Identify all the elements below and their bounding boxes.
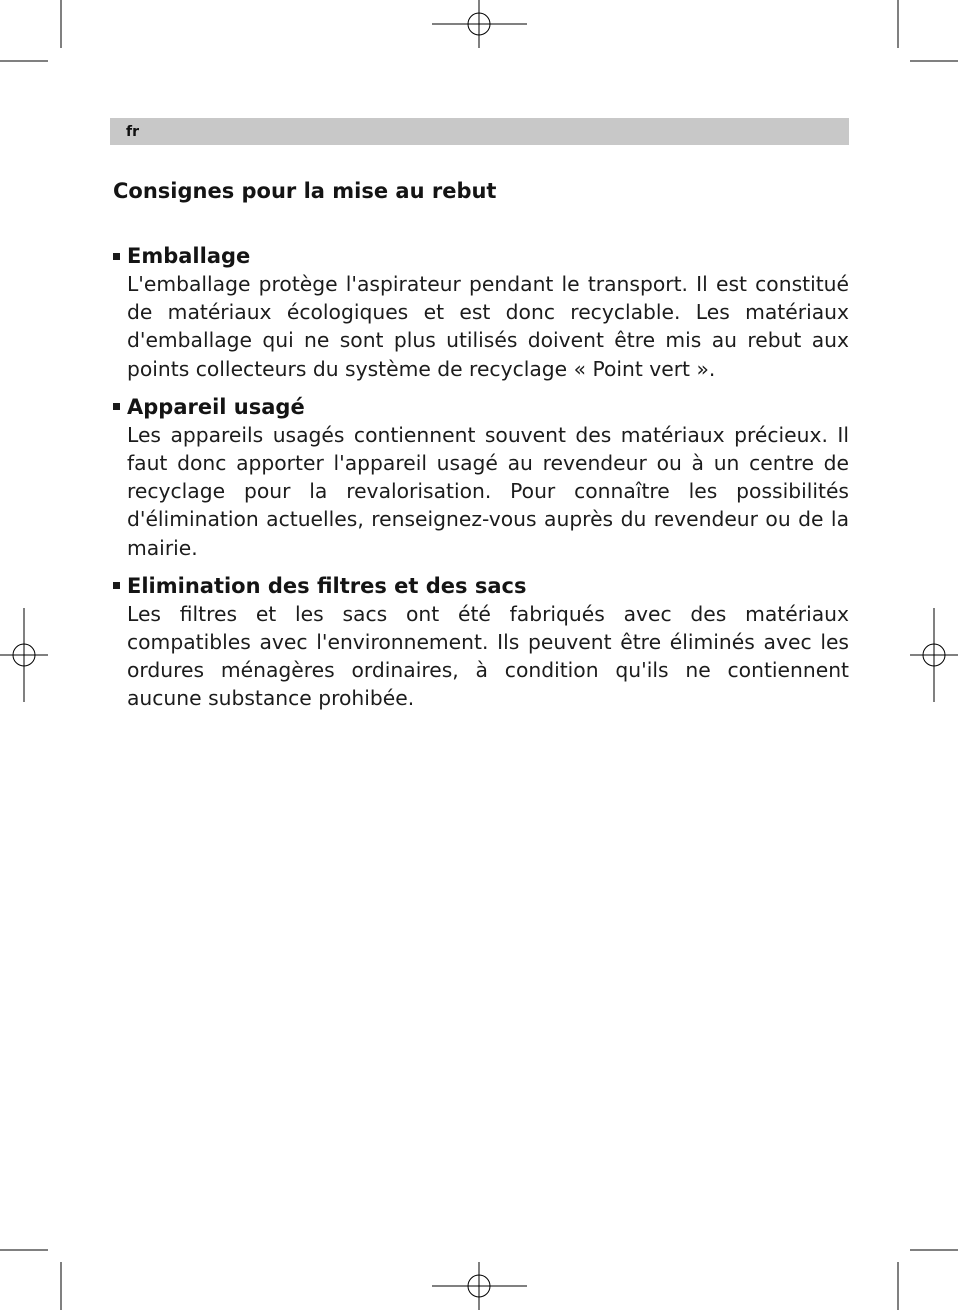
section-heading-text: Emballage (127, 244, 251, 268)
page-title: Consignes pour la mise au rebut (113, 179, 497, 203)
section-heading (113, 393, 849, 421)
bullet-square-icon (113, 403, 120, 410)
language-code: fr (126, 124, 139, 140)
section-body: Les filtres et les sacs ont été fabriqués avec des matériaux compatibles avec l'environnement. Ils peuvent être éliminés avec les ordures ménagères ordinaires, à condition qu'ils ne contiennent aucune substance prohibée. (127, 601, 849, 711)
bullet-square-icon (113, 582, 120, 589)
section-body: Les appareils usagés contiennent souvent des matériaux précieux. Il faut donc apporter l'appareil usagé au revendeur ou à un centre de recyclage pour la revalorisation. Pour connaître les possibilités d'élimination actuelles, renseignez-vous auprès du revendeur ou de la mairie. (127, 422, 849, 560)
registration-mark-top (432, 0, 527, 48)
document-content (113, 176, 849, 723)
bullet-square-icon (113, 253, 120, 260)
section-heading-text: Appareil usagé (127, 394, 305, 419)
language-header-bar (110, 118, 849, 145)
section-emballage (113, 242, 849, 383)
section-elimination-filtres-sacs (113, 572, 849, 713)
registration-mark-left (0, 608, 48, 702)
section-heading (113, 242, 849, 270)
registration-mark-bottom (432, 1262, 527, 1310)
section-heading (113, 572, 849, 600)
section-heading-text: Elimination des filtres et des sacs (127, 573, 527, 598)
section-body: L'emballage protège l'aspirateur pendant le transport. Il est constitué de matériaux écologiques et est donc recyclable. Les matériaux d'emballage qui ne sont plus utilisés doivent être mis au rebut aux points collecteurs du système de recyclage « Point vert ». (127, 272, 849, 381)
section-appareil-usage (113, 393, 849, 562)
registration-mark-right (910, 608, 958, 702)
